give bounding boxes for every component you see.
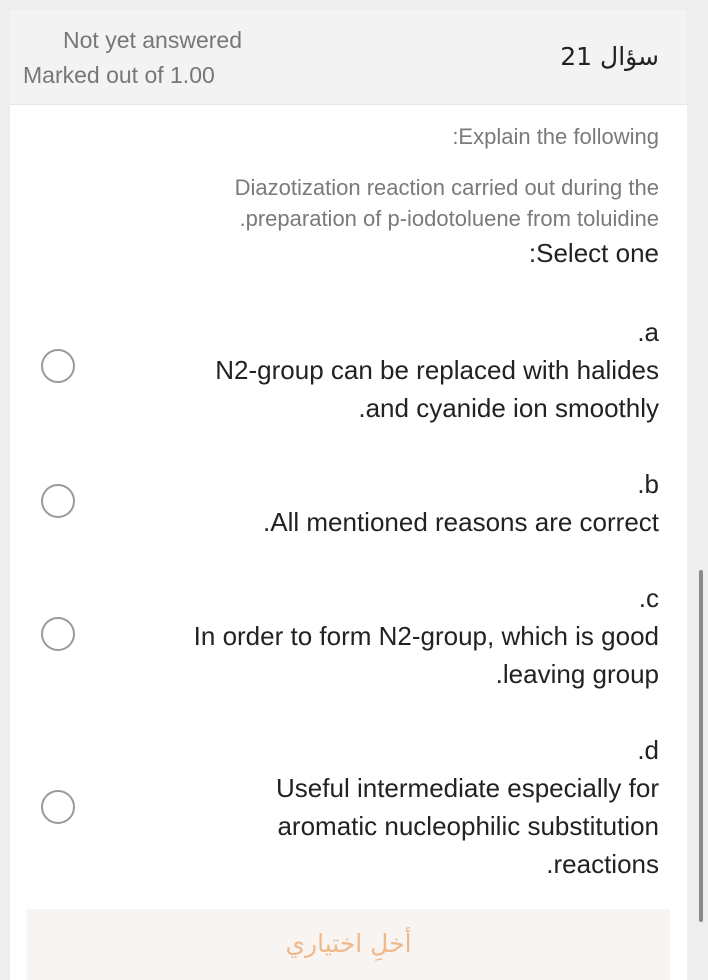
clear-choice-bar <box>27 909 670 980</box>
question-content <box>10 122 659 270</box>
answer-option-d[interactable] <box>10 731 659 883</box>
option-d-radio[interactable] <box>41 790 75 824</box>
answer-state: Not yet answered <box>63 27 242 53</box>
answer-option-c[interactable] <box>10 579 659 693</box>
question-text-line: .preparation of p-iodotoluene from toluidine <box>239 206 659 231</box>
option-text-line: .and cyanide ion smoothly <box>358 393 659 423</box>
option-letter: .c <box>638 583 659 613</box>
question-card <box>10 10 687 980</box>
option-text-line: .reactions <box>546 849 659 879</box>
option-text <box>10 617 659 693</box>
question-text <box>10 172 659 234</box>
option-text <box>10 351 659 427</box>
question-instruction: :Explain the following <box>452 124 659 149</box>
question-info-header <box>10 10 687 105</box>
option-text-line: In order to form N2-group, which is good <box>193 621 659 651</box>
answer-option-b[interactable] <box>10 465 659 541</box>
option-text-line: .All mentioned reasons are correct <box>263 507 659 537</box>
option-text <box>10 769 659 883</box>
option-letter: .d <box>637 735 659 765</box>
answer-option-a[interactable] <box>10 313 659 427</box>
question-number: سؤال 21 <box>560 42 659 71</box>
option-text-line: aromatic nucleophilic substitution <box>277 811 659 841</box>
option-text-line: .leaving group <box>495 659 659 689</box>
marks-info: Marked out of 1.00 <box>23 62 215 88</box>
option-letter: .b <box>637 469 659 499</box>
clear-choice-button[interactable]: أخلِ اختياري <box>285 929 412 958</box>
select-prompt: :Select one <box>528 238 659 268</box>
option-text <box>10 503 659 541</box>
scrollbar[interactable] <box>699 570 703 922</box>
option-letter: .a <box>637 317 659 347</box>
option-c-radio[interactable] <box>41 617 75 651</box>
option-text-line: N2-group can be replaced with halides <box>215 355 659 385</box>
option-a-radio[interactable] <box>41 349 75 383</box>
option-b-radio[interactable] <box>41 484 75 518</box>
question-text-line: Diazotization reaction carried out during the <box>234 175 659 200</box>
option-text-line: Useful intermediate especially for <box>276 773 659 803</box>
